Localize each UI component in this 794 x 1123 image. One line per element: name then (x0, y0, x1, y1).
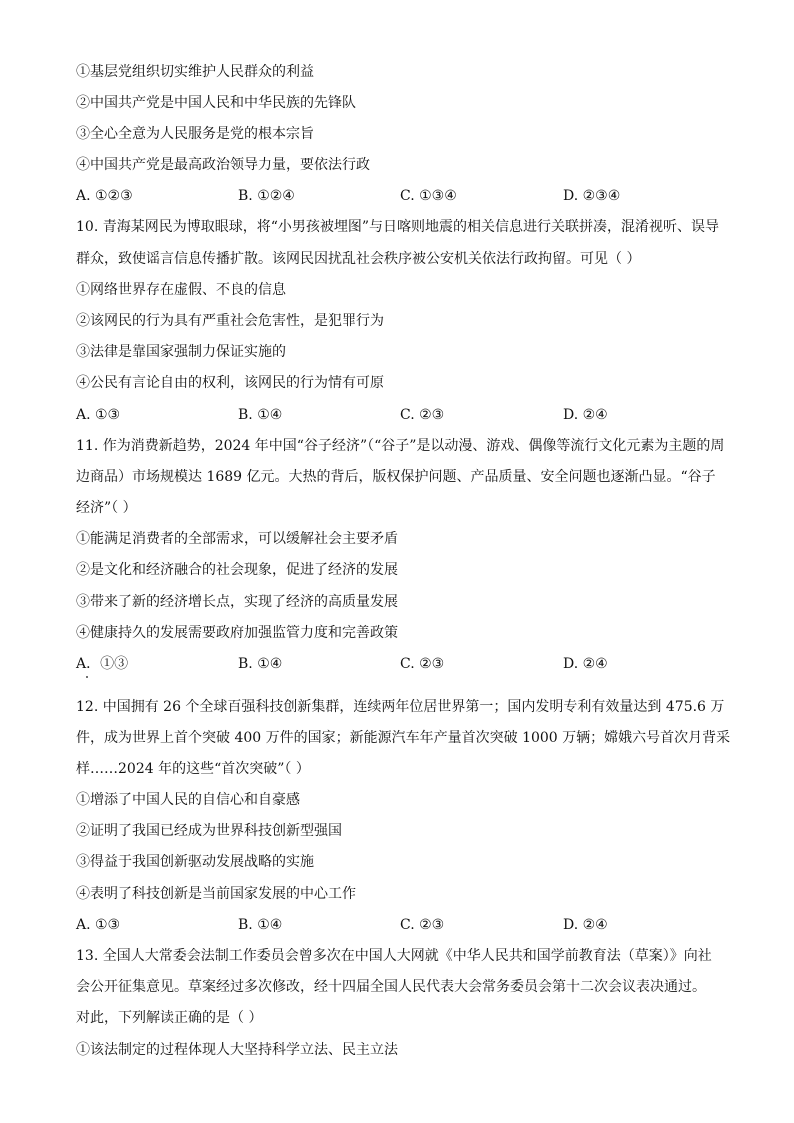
q11-option-d: D. ②④ (563, 656, 608, 672)
q11-statement-2: ②是文化和经济融合的社会现象，促进了经济的发展 (76, 562, 398, 578)
q10-statement-1: ①网络世界存在虚假、不良的信息 (76, 282, 286, 298)
scan-speck (86, 676, 88, 678)
q11-stem-line-2: 边商品）市场规模达 1689 亿元。大热的背后，版权保护问题、产品质量、安全问题也逐渐凸显。“谷子 (76, 469, 716, 485)
q12-option-b: B. ①④ (238, 917, 283, 933)
q10-option-b: B. ①④ (238, 407, 283, 423)
q10-option-d: D. ②④ (563, 407, 608, 423)
q9-statement-3: ③全心全意为人民服务是党的根本宗旨 (76, 126, 314, 142)
q10-stem-line-2: 群众，致使谣言信息传播扩散。该网民因扰乱社会秩序被公安机关依法行政拘留。可见（ ） (76, 251, 641, 267)
q12-stem-line-3: 样……2024 年的这些“首次突破”（ ） (76, 761, 310, 777)
q11-option-a: A．①③ (76, 656, 129, 672)
q10-stem-line-1: 10. 青海某网民为博取眼球，将“小男孩被埋图”与日喀则地震的相关信息进行关联拼凑，混淆视听、误导 (76, 219, 720, 235)
q11-stem-line-1: 11. 作为消费新趋势，2024 年中国“谷子经济”（“谷子”是以动漫、游戏、偶像等流行文化元素为主题的周 (76, 438, 725, 454)
q9-option-c: C. ①③④ (400, 188, 457, 204)
q10-statement-2: ②该网民的行为具有严重社会危害性，是犯罪行为 (76, 313, 384, 329)
q12-stem-line-1: 12. 中国拥有 26 个全球百强科技创新集群，连续两年位居世界第一；国内发明专利有效量达到 475.6 万 (76, 699, 725, 715)
q12-option-c: C. ②③ (400, 917, 445, 933)
q9-statement-1: ①基层党组织切实维护人民群众的利益 (76, 64, 314, 80)
q9-option-a: A. ①②③ (76, 188, 133, 204)
q11-option-b: B. ①④ (238, 656, 283, 672)
q13-stem-line-3: 对此，下列解读正确的是（ ） (76, 1010, 263, 1026)
q10-option-c: C. ②③ (400, 407, 445, 423)
q12-statement-1: ①增添了中国人民的自信心和自豪感 (76, 792, 300, 808)
q12-option-a: A. ①③ (76, 917, 121, 933)
q12-option-d: D. ②④ (563, 917, 608, 933)
q13-statement-1: ①该法制定的过程体现人大坚持科学立法、民主立法 (76, 1042, 398, 1058)
q13-stem-line-2: 会公开征集意见。草案经过多次修改，经十四届全国人民代表大会常务委员会第十二次会议表决通过。 (76, 979, 706, 995)
q12-statement-4: ④表明了科技创新是当前国家发展的中心工作 (76, 886, 356, 902)
q11-option-c: C. ②③ (400, 656, 445, 672)
q9-option-d: D. ②③④ (563, 188, 621, 204)
q9-statement-2: ②中国共产党是中国人民和中华民族的先锋队 (76, 95, 356, 111)
q11-statement-1: ①能满足消费者的全部需求，可以缓解社会主要矛盾 (76, 531, 398, 547)
q12-statement-3: ③得益于我国创新驱动发展战略的实施 (76, 854, 314, 870)
q12-statement-2: ②证明了我国已经成为世界科技创新型强国 (76, 823, 342, 839)
q11-statement-3: ③带来了新的经济增长点，实现了经济的高质量发展 (76, 594, 398, 610)
q10-option-a: A. ①③ (76, 407, 121, 423)
q9-option-b: B. ①②④ (238, 188, 295, 204)
q9-statement-4: ④中国共产党是最高政治领导力量，要依法行政 (76, 157, 370, 173)
q10-statement-4: ④公民有言论自由的权利，该网民的行为情有可原 (76, 375, 384, 391)
q10-statement-3: ③法律是靠国家强制力保证实施的 (76, 344, 286, 360)
q11-statement-4: ④健康持久的发展需要政府加强监管力度和完善政策 (76, 625, 398, 641)
q11-stem-line-3: 经济”（ ） (76, 500, 137, 516)
q13-stem-line-1: 13. 全国人大常委会法制工作委员会曾多次在中国人大网就《中华人民共和国学前教育法（草案）》向社 (76, 948, 712, 964)
q12-stem-line-2: 件，成为世界上首个突破 400 万件的国家；新能源汽车年产量首次突破 1000 万辆；嫦娥六号首次月背采 (76, 730, 731, 746)
